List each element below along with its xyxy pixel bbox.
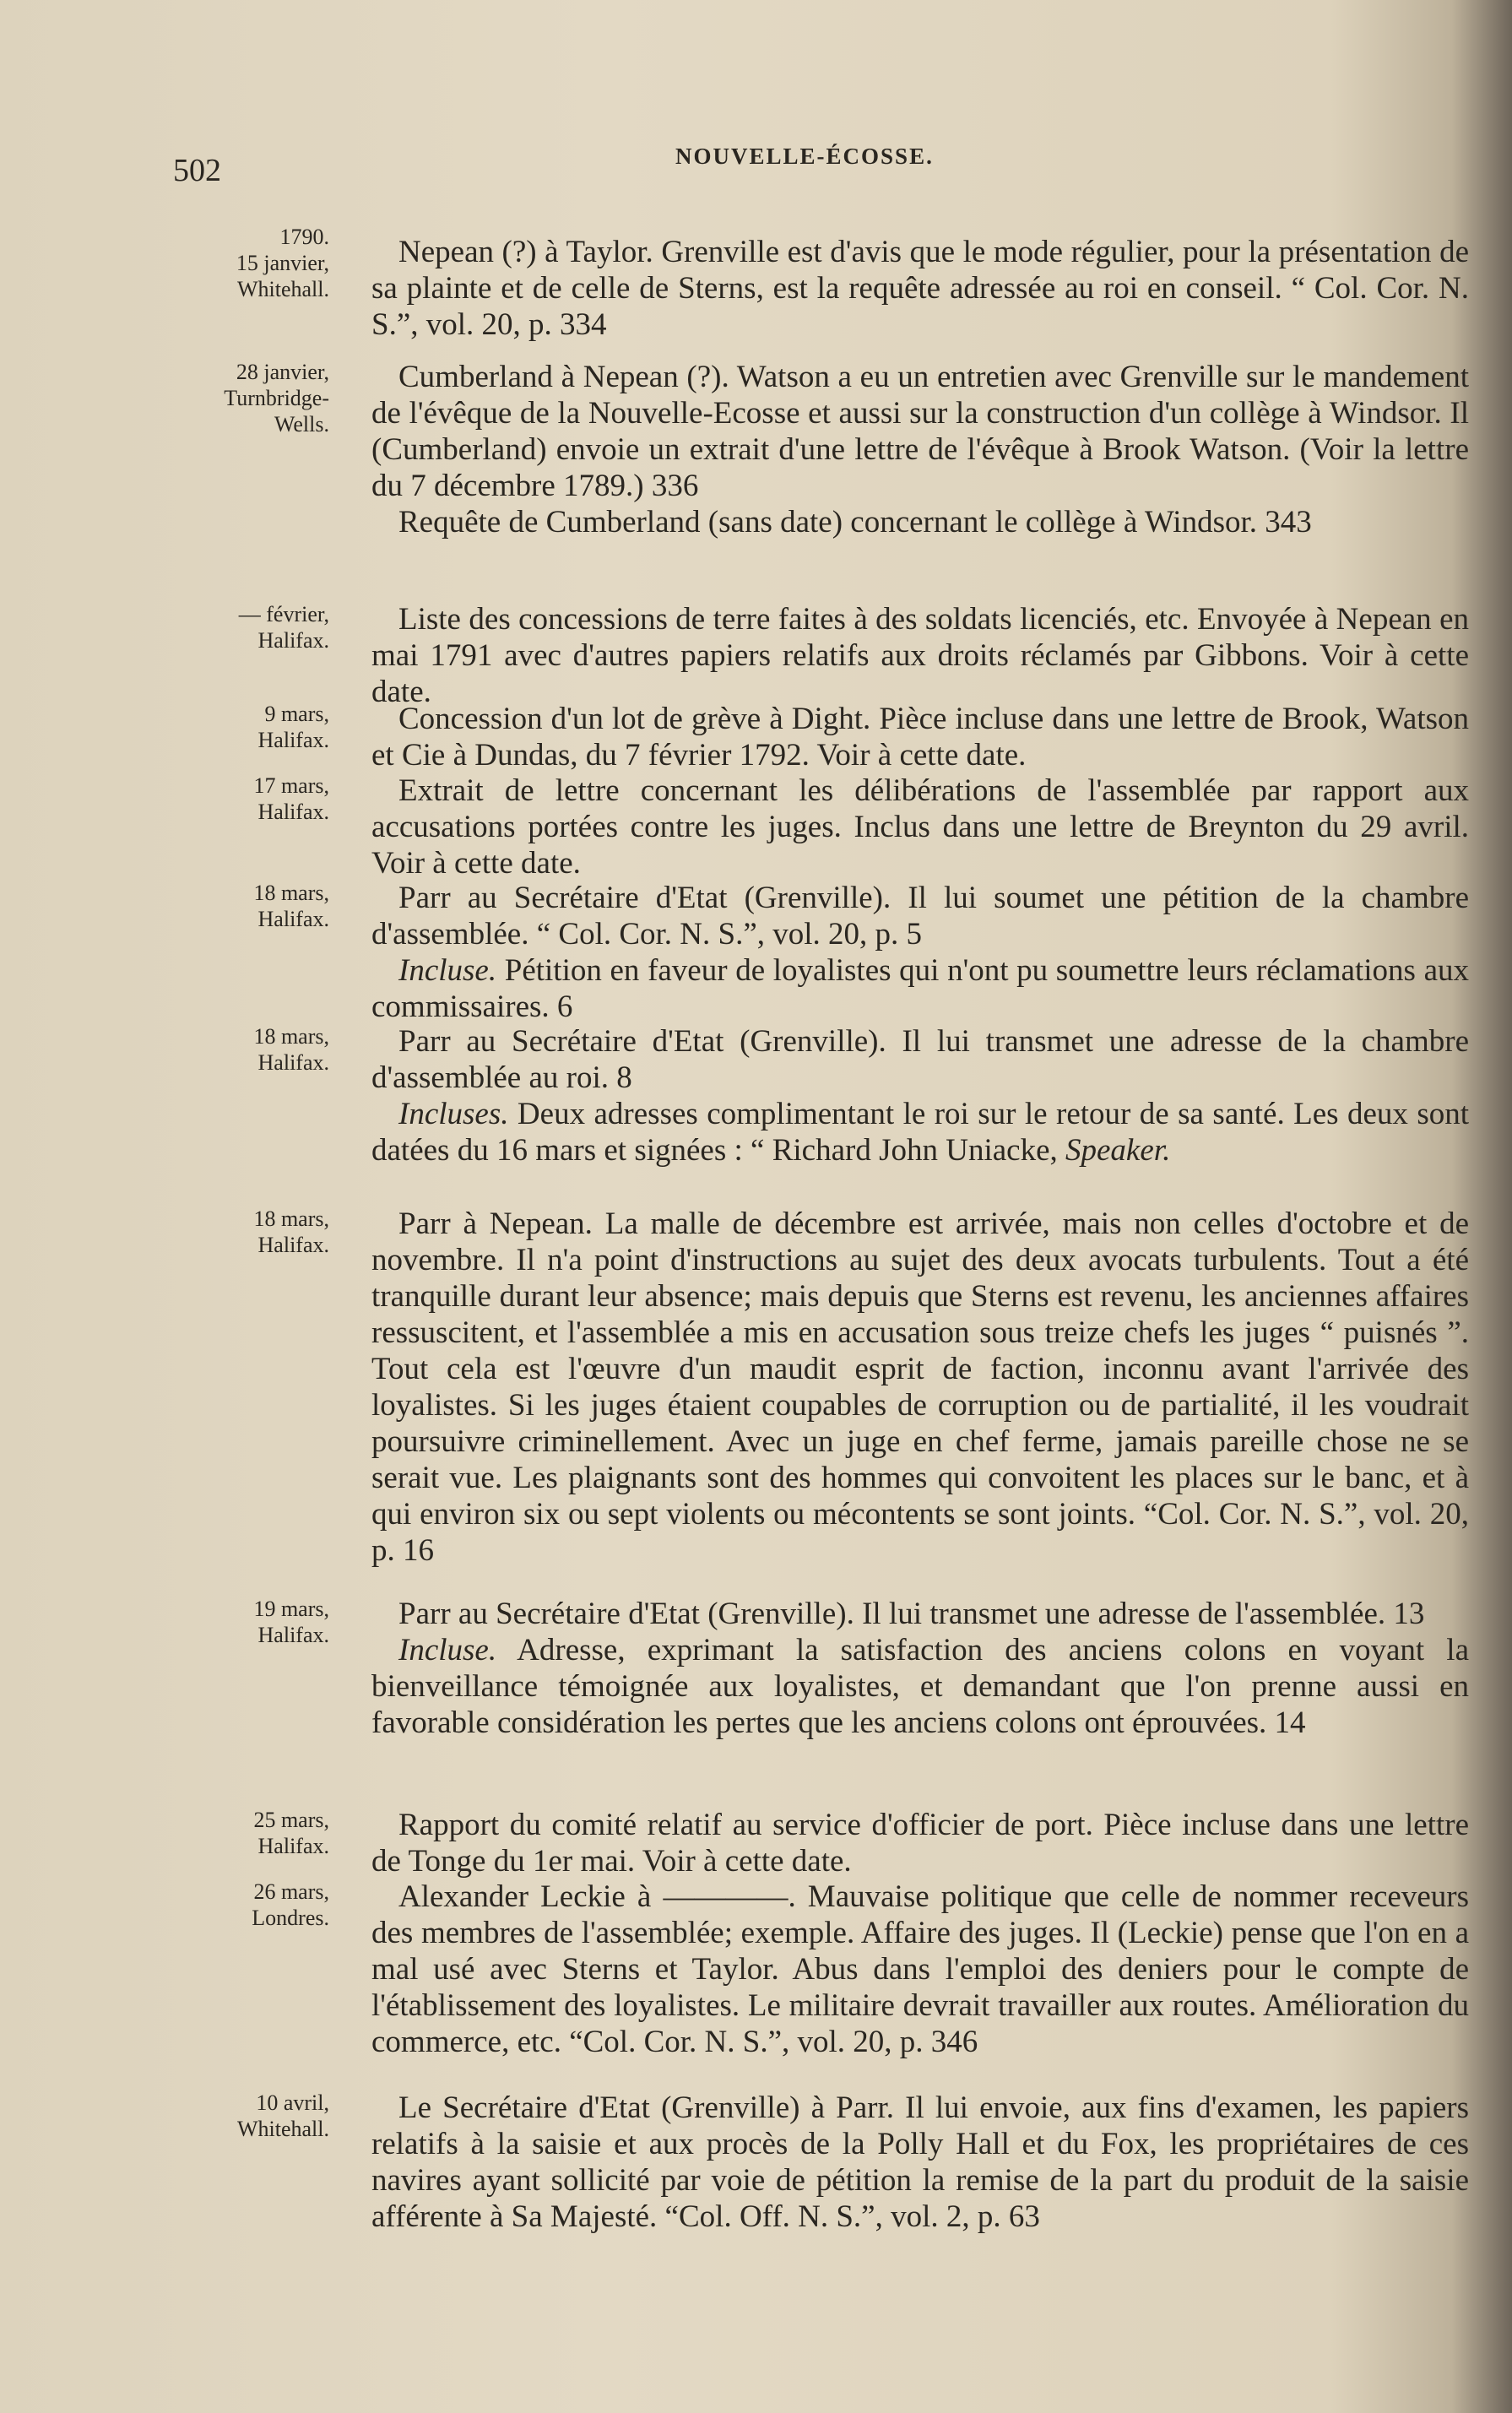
entry-paragraph: Parr au Secrétaire d'Etat (Grenville). Il lui transmet une adresse de la chambre d'assemblée au roi. 8 bbox=[371, 1024, 1469, 1095]
date-place-note: 18 mars, Halifax. bbox=[253, 881, 329, 931]
date-place-note: 18 mars, Halifax. bbox=[253, 1206, 329, 1257]
entry-text bbox=[371, 1596, 1469, 1741]
date-place-note: 17 mars, Halifax. bbox=[253, 773, 329, 824]
entry-text bbox=[371, 359, 1469, 540]
entry-text bbox=[371, 1206, 1469, 1569]
entry-paragraph: Parr à Nepean. La malle de décembre est arrivée, mais non celles d'octobre et de novembre. Il n'a point d'instructions au sujet des deux avocats turbulents. Tout a été tranquille durant leur absence; mais depuis que Sterns est revenu, les anciennes affaires ressuscitent, et l'assemblée a mis en accusation sous treize chefs les juges “ puisnés ”. Tout cela est l'œuvre d'un maudit esprit de faction, inconnu avant l'arrivée des loyalistes. Si les juges étaient coupables de corruption ou de partialité, il les voudrait poursuivre criminellement. Avec un juge en chef ferme, jamais pareille chose ne se serait vue. Les plaignants sont des hommes qui convoitent les places sur le banc, et à qui environ six ou sept violents ou mécontents se sont joints. “Col. Cor. N. S.”, vol. 20, p. 16 bbox=[371, 1206, 1469, 1568]
entry-paragraph: Rapport du comité relatif au service d'officier de port. Pièce incluse dans une lettre de Tonge du 1er mai. Voir à cette date. bbox=[371, 1808, 1469, 1879]
date-place-note: 9 mars, Halifax. bbox=[257, 702, 329, 752]
entry-paragraph: Parr au Secrétaire d'Etat (Grenville). Il lui transmet une adresse de l'assemblée. 13 bbox=[398, 1597, 1425, 1631]
date-place-note: 1790. 15 janvier, Whitehall. bbox=[236, 225, 329, 301]
entry-text bbox=[371, 1023, 1469, 1169]
entry-paragraph: Concession d'un lot de grève à Dight. Pièce incluse dans une lettre de Brook, Watson et Cie à Dundas, du 7 février 1792. Voir à cette date. bbox=[371, 702, 1469, 773]
entry-paragraph: Alexander Leckie à ————. Mauvaise politique que celle de nommer receveurs des membres de l'assemblée; exemple. Affaire des juges. Il (Leckie) pense que l'on en a mal usé avec Sterns et Taylor. Abus dans l'emploi des deniers pour le compte de l'établissement des loyalistes. Le militaire devrait travailler aux routes. Amélioration du commerce, etc. “Col. Cor. N. S.”, vol. 20, p. 346 bbox=[371, 1879, 1469, 2059]
included-paragraph bbox=[371, 1632, 1469, 1741]
entry-paragraph: Nepean (?) à Taylor. Grenville est d'avis que le mode régulier, pour la présentation de sa plainte et de celle de Sterns, est la requête adressée au roi en conseil. “ Col. Cor. N. S.”, vol. 20, p. 334 bbox=[371, 235, 1469, 342]
entry-text bbox=[371, 701, 1469, 773]
entry-paragraph: Extrait de lettre concernant les délibérations de l'assemblée par rapport aux accusations portées contre les juges. Inclus dans une lettre de Breynton du 29 avril. Voir à cette date. bbox=[371, 773, 1469, 881]
entry-text bbox=[371, 773, 1469, 881]
page-number: 502 bbox=[173, 153, 221, 188]
speaker-title: Speaker. bbox=[1065, 1133, 1171, 1168]
included-text: Pétition en faveur de loyalistes qui n'ont pu soumettre leurs réclamations aux commissaires. 6 bbox=[371, 953, 1469, 1024]
entry-text bbox=[371, 234, 1469, 343]
entry-text bbox=[371, 1807, 1469, 1879]
entry-text bbox=[371, 2090, 1469, 2235]
entry-paragraph: Requête de Cumberland (sans date) concernant le collège à Windsor. 343 bbox=[398, 505, 1312, 540]
included-label: Incluses. bbox=[398, 1097, 509, 1131]
included-label: Incluse. bbox=[398, 953, 497, 988]
entry-text bbox=[371, 601, 1469, 710]
date-place-note: 19 mars, Halifax. bbox=[253, 1597, 329, 1647]
included-paragraph bbox=[371, 1096, 1469, 1169]
included-text: Deux adresses complimentant le roi sur le retour de sa santé. Les deux sont datées du 16 mars et signées : “ Richard John Uniacke, bbox=[371, 1097, 1469, 1168]
entry-paragraph: Parr au Secrétaire d'Etat (Grenville). Il lui soumet une pétition de la chambre d'assemblée. “ Col. Cor. N. S.”, vol. 20, p. 5 bbox=[371, 881, 1469, 952]
date-place-note: 28 janvier, Turnbridge- Wells. bbox=[224, 360, 329, 437]
date-place-note: 25 mars, Halifax. bbox=[253, 1808, 329, 1858]
date-place-note: 10 avril, Whitehall. bbox=[236, 2090, 329, 2141]
included-text: Adresse, exprimant la satisfaction des anciens colons en voyant la bienveillance témoignée aux loyalistes, et demandant que l'on prenne aussi en favorable considération les pertes que les anciens colons ont éprouvées. 14 bbox=[371, 1633, 1469, 1740]
entry-text bbox=[371, 1879, 1469, 2060]
entry-paragraph: Le Secrétaire d'Etat (Grenville) à Parr. Il lui envoie, aux fins d'examen, les papiers relatifs à la saisie et aux procès de la Polly Hall et du Fox, les propriétaires de ces navires ayant sollicité par voie de pétition la remise de la part du produit de la saisie afférente à Sa Majesté. “Col. Off. N. S.”, vol. 2, p. 63 bbox=[371, 2090, 1469, 2234]
entry-text bbox=[371, 880, 1469, 1025]
included-paragraph bbox=[371, 952, 1469, 1025]
date-place-note: 26 mars, Londres. bbox=[252, 1879, 329, 1930]
date-place-note: 18 mars, Halifax. bbox=[253, 1024, 329, 1075]
entry-paragraph: Liste des concessions de terre faites à des soldats licenciés, etc. Envoyée à Nepean en mai 1791 avec d'autres papiers relatifs aux droits réclamés par Gibbons. Voir à cette date. bbox=[371, 602, 1469, 709]
running-head: NOUVELLE-ÉCOSSE. bbox=[675, 144, 934, 169]
included-label: Incluse. bbox=[398, 1633, 497, 1667]
entry-paragraph: Cumberland à Nepean (?). Watson a eu un entretien avec Grenville sur le mandement de l'évêque de la Nouvelle-Ecosse et aussi sur la construction d'un collège à Windsor. Il (Cumberland) envoie un extrait d'une lettre de l'évêque à Brook Watson. (Voir la lettre du 7 décembre 1789.) 336 bbox=[371, 360, 1469, 503]
date-place-note: — février, Halifax. bbox=[238, 602, 329, 653]
